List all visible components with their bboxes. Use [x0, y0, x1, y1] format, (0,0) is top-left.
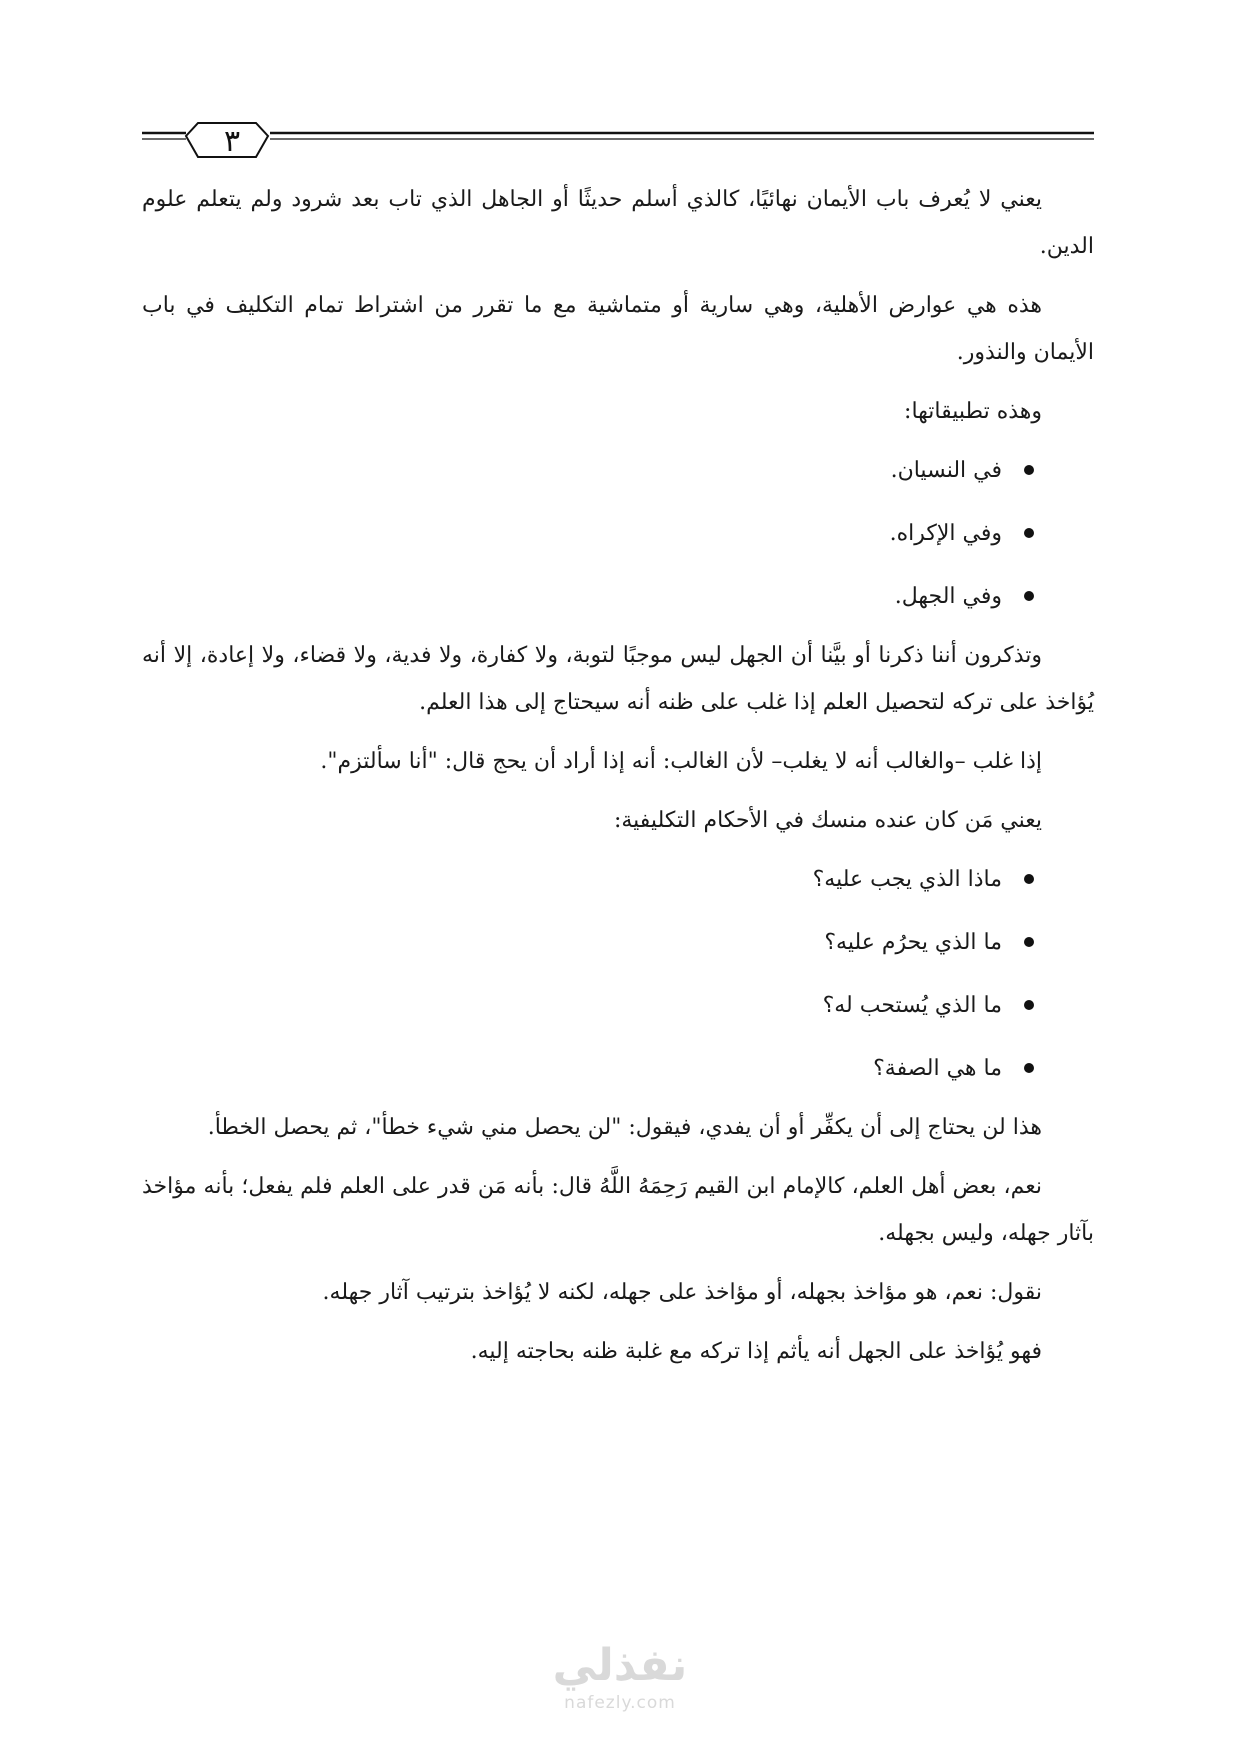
bullet-icon — [1024, 874, 1034, 884]
paragraph-6: يعني مَن كان عنده منسك في الأحكام التكليفية: — [613, 808, 1042, 833]
paragraph-8: نعم، بعض أهل العلم، كالإمام ابن القيم رَحِمَهُ اللَّهُ قال: بأنه مَن قدر على العلم فلم يفعل؛ بأنه مؤاخذ بآثار جهله، وليس بجهله. — [142, 1174, 1094, 1246]
list-item-text: ماذا الذي يجب عليه؟ — [812, 867, 1002, 892]
list-item-text: وفي الإكراه. — [889, 521, 1002, 546]
paragraph-10: فهو يُؤاخذ على الجهل أنه يأثم إذا تركه مع غلبة ظنه بحاجته إليه. — [470, 1339, 1042, 1364]
bullet-icon — [1024, 591, 1034, 601]
bullet-list-1 — [142, 447, 1094, 620]
paragraph-1: يعني لا يُعرف باب الأيمان نهائيًا، كالذي أسلم حديثًا أو الجاهل الذي تاب بعد شرود ولم يتعلم علوم الدين. — [142, 187, 1094, 259]
paragraph-7: هذا لن يحتاج إلى أن يكفِّر أو أن يفدي، فيقول: "لن يحصل مني شيء خطأ"، ثم يحصل الخطأ. — [207, 1115, 1042, 1140]
paragraph-5: إذا غلب –والغالب أنه لا يغلب– لأن الغالب: أنه إذا أراد أن يحج قال: "أنا سألتزم". — [320, 749, 1042, 774]
list-item — [142, 573, 1002, 620]
bullet-icon — [1024, 465, 1034, 475]
list-item — [142, 447, 1002, 494]
page-body — [142, 176, 1094, 1375]
header-ornament — [142, 118, 1094, 166]
bullet-list-2 — [142, 856, 1094, 1092]
bullet-icon — [1024, 937, 1034, 947]
bullet-icon — [1024, 1000, 1034, 1010]
list-item-text: ما هي الصفة؟ — [873, 1056, 1002, 1081]
watermark — [520, 1640, 720, 1714]
list-item-text: ما الذي يحرُم عليه؟ — [824, 930, 1002, 955]
list-item — [142, 982, 1002, 1029]
paragraph-4: وتذكرون أننا ذكرنا أو بيَّنا أن الجهل ليس موجبًا لتوبة، ولا كفارة، ولا فدية، ولا قضاء، ولا إعادة، إلا أنه يُؤاخذ على تركه لتحصيل العلم إذا غلب على ظنه أنه سيحتاج إلى هذا العلم. — [142, 643, 1094, 715]
list-item-text: وفي الجهل. — [894, 584, 1002, 609]
list-item — [142, 919, 1002, 966]
page-header — [142, 118, 1094, 166]
bullet-icon — [1024, 1063, 1034, 1073]
paragraph-2: هذه هي عوارض الأهلية، وهي سارية أو متماشية مع ما تقرر من اشتراط تمام التكليف في باب الأيمان والنذور. — [142, 293, 1094, 365]
bullet-icon — [1024, 528, 1034, 538]
list-item — [142, 510, 1002, 557]
list-item — [142, 1045, 1002, 1092]
list-item-text: ما الذي يُستحب له؟ — [822, 993, 1002, 1018]
list-item-text: في النسيان. — [890, 458, 1002, 483]
watermark-logo: نفذلي — [552, 1640, 688, 1691]
watermark-url: nafezly.com — [564, 1693, 676, 1713]
paragraph-3: وهذه تطبيقاتها: — [904, 399, 1042, 424]
list-item — [142, 856, 1002, 903]
page-number: ٣ — [223, 124, 241, 159]
paragraph-9: نقول: نعم، هو مؤاخذ بجهله، أو مؤاخذ على جهله، لكنه لا يُؤاخذ بترتيب آثار جهله. — [322, 1280, 1042, 1305]
